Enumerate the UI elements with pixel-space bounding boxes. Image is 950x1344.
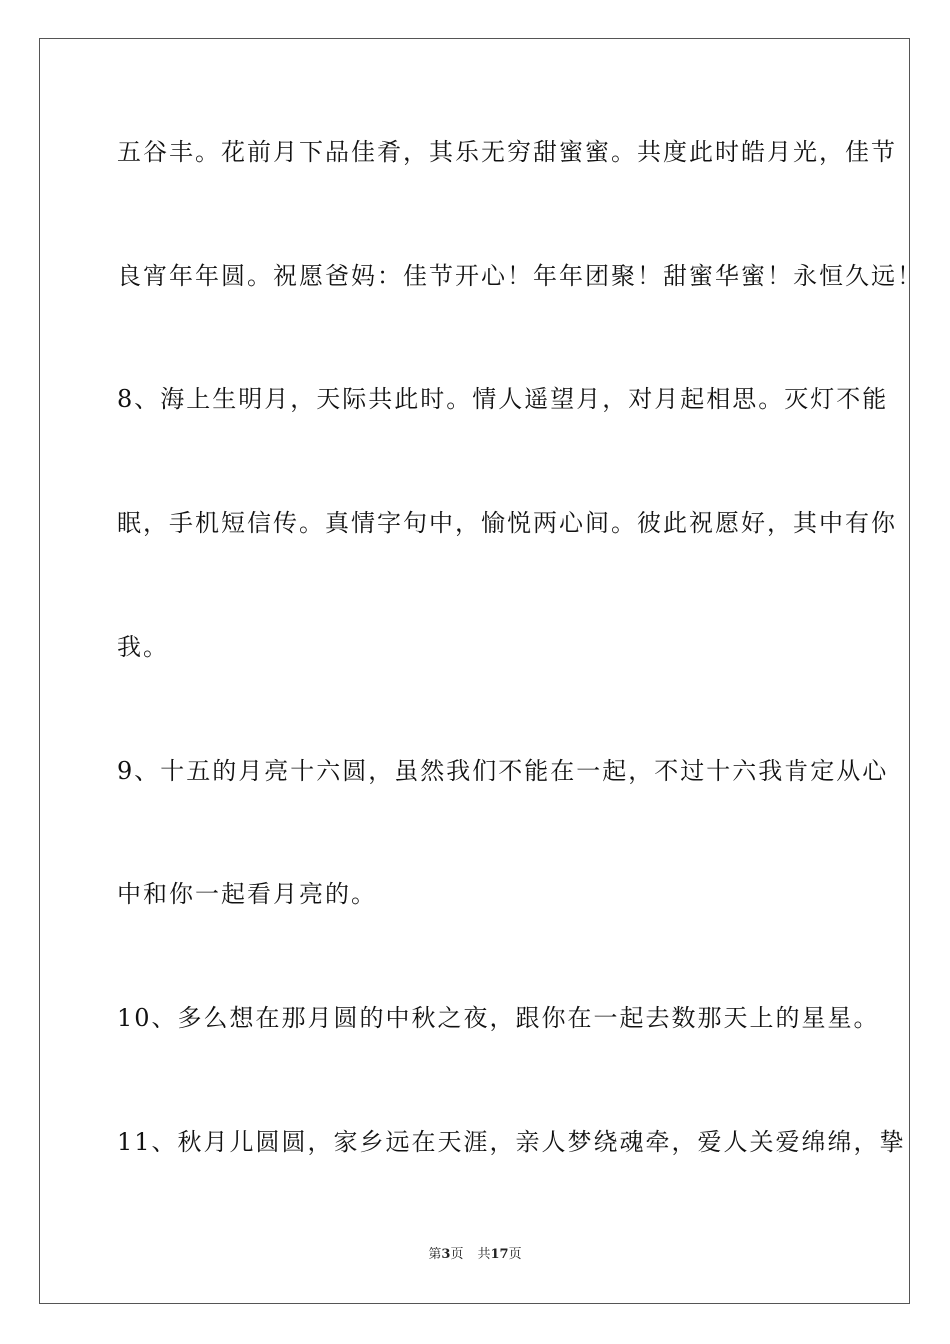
body-text-line: 10、多么想在那月圆的中秋之夜，跟你在一起去数那天上的星星。 — [117, 1004, 880, 1032]
page-prefix: 第 — [428, 1247, 442, 1262]
body-text-line: 中和你一起看月亮的。 — [117, 880, 377, 908]
body-text-line: 11、秋月儿圆圆，家乡远在天涯，亲人梦绕魂牵，爱人关爱绵绵，挚 — [117, 1128, 906, 1156]
body-text-line: 眠，手机短信传。真情字句中，愉悦两心间。彼此祝愿好，其中有你 — [117, 509, 897, 537]
page-number: 3 — [441, 1247, 451, 1262]
body-text-line: 我。 — [117, 633, 169, 661]
body-text-line: 五谷丰。花前月下品佳肴，其乐无穷甜蜜蜜。共度此时皓月光，佳节 — [117, 138, 897, 166]
page-footer — [0, 1246, 950, 1264]
body-text-line: 9、十五的月亮十六圆，虽然我们不能在一起，不过十六我肯定从心 — [117, 757, 889, 785]
total-prefix: 共 — [477, 1247, 491, 1262]
total-pages: 17 — [490, 1247, 509, 1262]
total-suffix: 页 — [508, 1247, 522, 1262]
body-text-line: 8、海上生明月，天际共此时。情人遥望月，对月起相思。灭灯不能 — [117, 385, 889, 413]
page-border — [39, 38, 923, 1304]
body-text-line: 良宵年年圆。祝愿爸妈：佳节开心！年年团聚！甜蜜华蜜！永恒久远！ — [117, 262, 923, 290]
page-suffix: 页 — [450, 1247, 464, 1262]
